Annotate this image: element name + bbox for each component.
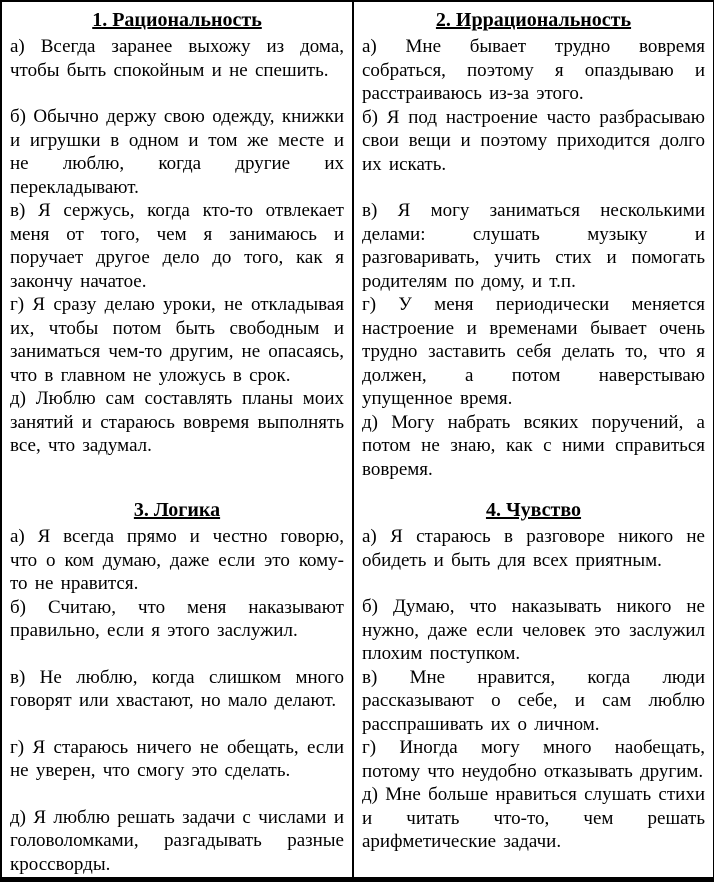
section-irrationality-item-a: а) Мне бывает трудно вовремя собраться, поэтому я опаздываю и расстраиваюсь из-за этого. [362, 36, 705, 104]
section-title-text: 3. Логика [133, 499, 221, 521]
section-irrationality-item-d: д) Могу набрать всяких поручений, а потом не знаю, как с ними справиться вовремя. [362, 411, 705, 480]
section-feeling-item-v: в) Мне нравится, когда люди рассказывают о себе, и сам люблю расспрашивать их о личном. [362, 666, 705, 735]
section-rationality-item-v: в) Я сержусь, когда кто-то отвлекает меня от того, чем я занимаюсь и поручает другое дело до того, как я закончу начатое. [10, 200, 344, 292]
section-rationality-item-g: г) Я сразу делаю уроки, не откладывая их, чтобы потом быть свободным и заниматься чем-то другим, не опасаясь, что в главном не уложусь в срок. [10, 294, 344, 386]
section-logic [2, 485, 354, 877]
section-irrationality-item-b: б) Я под настроение часто разбрасываю свои вещи и поэтому приходится долго их искать. [362, 106, 705, 175]
section-logic-item-v: в) Не люблю, когда слишком много говорят или хвастают, но мало делают. [10, 666, 344, 711]
section-logic-item-b: б) Считаю, что меня наказывают правильно, если я этого заслужил. [10, 596, 344, 641]
section-logic-item-a: а) Я всегда прямо и честно говорю, что о ком думаю, даже если это кому-то не нравится. [10, 526, 344, 594]
section-feeling-item-a: а) Я стараюсь в разговоре никого не обидеть и быть для всех приятным. [362, 526, 705, 571]
section-irrationality [354, 2, 713, 485]
section-rationality-title [10, 7, 344, 33]
section-feeling [354, 485, 713, 877]
section-rationality [2, 2, 354, 485]
section-title-text: 2. Иррациональность [435, 9, 632, 31]
section-logic-item-g: г) Я стараюсь ничего не обещать, если не уверен, что смогу это сделать. [10, 736, 344, 781]
section-logic-title [10, 497, 344, 523]
section-feeling-item-b: б) Думаю, что наказывать никого не нужно, даже если человек это заслужил плохим поступком. [362, 596, 705, 664]
section-irrationality-item-v: в) Я могу заниматься несколькими делами: слушать музыку и разговаривать, учить стих и помогать родителям по дому, и т.п. [362, 200, 705, 292]
section-irrationality-title [362, 7, 705, 33]
section-title-text: 1. Рациональность [92, 9, 262, 31]
section-rationality-item-d: д) Люблю сам составлять планы моих занятий и стараюсь вовремя выполнять все, что задумал. [10, 388, 344, 456]
section-feeling-item-g: г) Иногда могу много наобещать, потому что неудобно отказывать другим. [362, 737, 705, 782]
section-logic-item-d: д) Я люблю решать задачи с числами и головоломками, разгадывать разные кроссворды. [10, 806, 344, 875]
section-feeling-title [362, 497, 705, 523]
section-rationality-item-a: а) Всегда заранее выхожу из дома, чтобы быть спокойным и не спешить. [10, 36, 344, 81]
questionnaire-table [2, 2, 713, 877]
section-rationality-item-b: б) Обычно держу свою одежду, книжки и игрушки в одном и том же месте и не люблю, когда другие их перекладывают. [10, 106, 344, 198]
section-irrationality-item-g: г) У меня периодически меняется настроение и временами бывает очень трудно заставить себя делать то, что я должен, а потом наверстываю упущенное время. [362, 294, 705, 409]
section-feeling-item-d: д) Мне больше нравиться слушать стихи и читать что-то, чем решать арифметические задачи. [362, 784, 705, 852]
section-title-text: 4. Чувство [485, 499, 582, 521]
